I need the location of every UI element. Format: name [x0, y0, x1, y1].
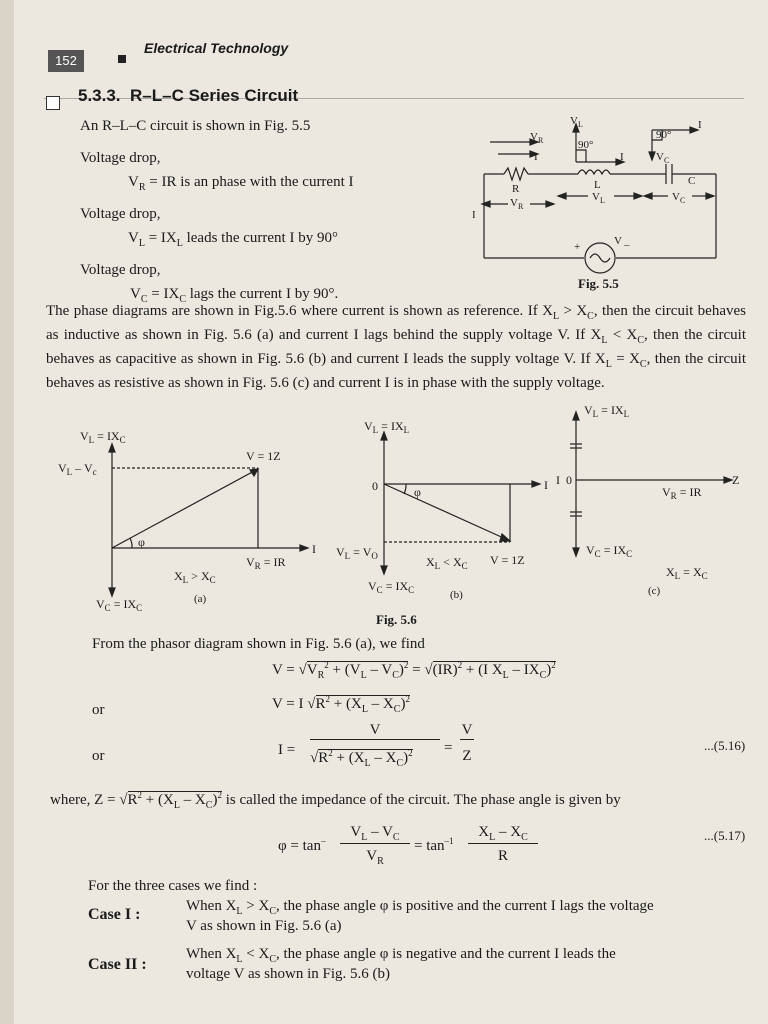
equation-i-eq: =	[444, 740, 453, 756]
phi-eq-den1: $V_R$	[366, 848, 384, 867]
section-title: R–L–C Series Circuit	[130, 86, 299, 105]
f55-vr-top: $V_R$	[530, 131, 544, 145]
page-number: 152	[48, 50, 84, 72]
f56b-vc: $V_C = IX_C$	[368, 579, 415, 595]
bullet-square-icon	[118, 55, 126, 63]
fig-5-5-caption: Fig. 5.5	[578, 276, 619, 291]
case-1-line1: When $X_L > X_C$, the phase angle φ is positive and the current I lags the voltage	[186, 898, 654, 917]
section-number: 5.3.3.	[78, 86, 121, 105]
f56b-tag: (b)	[450, 589, 463, 601]
voltage-drop-2: Voltage drop,	[80, 206, 161, 222]
equation-v1: $V = √V_R^2 + (V_L - V_C)^2 = √(IR)^2 + (I$ $X_L - IX_C)^2$	[272, 660, 556, 681]
f56a-tag: (a)	[194, 593, 207, 605]
f55-angle-2: 90°	[656, 129, 672, 141]
eq-516-label: ...(5.16)	[704, 738, 746, 753]
or-1: or	[92, 702, 105, 718]
f56b-vl: $V_L = IX_L$	[364, 419, 410, 435]
phi-eq-lhs: φ = tan–	[278, 836, 326, 854]
f56b-v: V = 1Z	[490, 553, 525, 567]
voltage-drop-1: Voltage drop,	[80, 150, 161, 166]
vl-statement: $V_L = IX_L$ leads the current I by 90°	[128, 230, 338, 249]
phi-eq-num2: $X_L - X_C$	[468, 824, 538, 844]
f56a-i: I	[312, 542, 316, 556]
f56c-tag: (c)	[648, 585, 661, 597]
f56a-cond: $X_L > X_C$	[174, 569, 216, 585]
where-z: where, $Z = √R^2 + (X_L - X_C)^2$ is called the impedance of the circuit. The phase angle is given by	[50, 790, 621, 811]
f56a-vl: $V_L = IX_C$	[80, 429, 126, 445]
section-heading	[78, 86, 298, 106]
fig-5-5-circuit	[468, 112, 748, 292]
cases-intro: For the three cases we find :	[88, 878, 258, 894]
equation-i-z: Z	[462, 748, 472, 764]
f56c-i: I	[556, 473, 560, 487]
f56c-z: Z	[732, 473, 740, 487]
f56a-v: V = 1Z	[246, 449, 281, 463]
case-2-label: Case II :	[88, 956, 147, 973]
f55-i-3: I	[698, 119, 702, 131]
case-2-line2: voltage V as shown in Fig. 5.6 (b)	[186, 966, 391, 982]
f56a-vc: $V_C = IX_C$	[96, 597, 143, 613]
voltage-drop-3: Voltage drop,	[80, 262, 161, 278]
f56c-vl: $V_L = IX_L$	[584, 403, 630, 419]
f55-i-4: I	[472, 209, 476, 221]
or-2: or	[92, 748, 105, 764]
equation-i-lhs: I =	[278, 742, 296, 758]
f56b-zero: 0	[372, 479, 378, 493]
fig-5-6-diagrams	[50, 400, 750, 615]
f55-v: V	[614, 235, 622, 247]
f56c-zero: 0	[566, 473, 572, 487]
f56a-vl-vc: $V_L - V_c$	[58, 461, 97, 477]
case-1-line2: V as shown in Fig. 5.6 (a)	[186, 918, 342, 934]
intro-line1: An R–L–C circuit is shown in Fig. 5.5	[80, 118, 311, 134]
equation-i-den: $√R^2 + (X_L - X_C)^2$	[310, 748, 413, 769]
f55-vl-top: $V_L$	[570, 115, 583, 129]
f55-r: R	[512, 183, 520, 195]
f55-plus: +	[574, 241, 581, 253]
f56c-vc: $V_C = IX_C$	[586, 543, 633, 559]
f55-vc-bottom: $V_C$	[672, 191, 686, 205]
f56b-cond: $X_L < X_C$	[426, 555, 468, 571]
f55-c: C	[688, 175, 696, 187]
equation-i-v: V	[461, 722, 473, 738]
f55-vl-bottom: $V_L$	[592, 191, 605, 205]
f55-minus: –	[624, 239, 630, 251]
equation-i-num: V	[310, 722, 440, 740]
phi-eq-den2: R	[497, 848, 508, 864]
phi-eq-mid: = $\tan^{-1}$	[414, 836, 454, 854]
case-2-line1: When $X_L < X_C$, the phase angle φ is negative and the current I leads the	[186, 946, 616, 965]
checkbox-icon	[46, 96, 60, 110]
case-1-label: Case I :	[88, 906, 141, 923]
f55-i-1: I	[534, 151, 538, 163]
f55-angle-1: 90°	[578, 139, 594, 151]
vc-statement: $V_C = IX_C$ lags the current I by 90°.	[130, 286, 339, 305]
f56c-vr: $V_R$ = IR	[662, 485, 702, 501]
phase-paragraph: The phase diagrams are shown in Fig.5.6 where current is shown as reference. If $X_L > X_C$, then the circuit behaves as inductive as shown in Fig. 5.6 (a) and current I lags behind the supply voltage V. If $X_L < X_C$, then the circuit behaves as capacitive as shown in Fig. 5.6 (b) and current I leads the supply voltage V. If $X_L = X_C$, then the circuit behaves as resistive as shown in Fig. 5.6 (c) and current I is in phase with the supply voltage.	[46, 303, 746, 391]
f56b-phi: φ	[414, 485, 421, 499]
eq-517-label: ...(5.17)	[704, 828, 746, 843]
equation-v2: V = I $√R^2 + (X_L - X_C)^2$	[272, 694, 410, 715]
f55-vc-top: $V_C$	[656, 151, 670, 165]
f55-vr-bottom: $V_R$	[510, 197, 524, 211]
running-title: Electrical Technology	[144, 40, 289, 56]
f56b-i: I	[544, 478, 548, 492]
f56c-cond: $X_L = X_C$	[666, 565, 708, 581]
f55-i-2: I	[620, 151, 624, 163]
f55-l: L	[594, 179, 601, 191]
vr-statement: $V_R$ = IR is an phase with the current I	[128, 174, 354, 193]
f56a-phi: φ	[138, 535, 145, 549]
f56b-vl-vo: $V_L = V_O$	[336, 545, 378, 561]
fig-5-6-caption: Fig. 5.6	[376, 612, 417, 627]
phi-eq-num1: $V_L - V_C$	[340, 824, 410, 844]
where-rest: is called the impedance of the circuit. The phase angle is given by	[225, 792, 621, 808]
f56a-vr: $V_R$ = IR	[246, 555, 286, 571]
derivation-intro: From the phasor diagram shown in Fig. 5.6 (a), we find	[92, 636, 425, 652]
